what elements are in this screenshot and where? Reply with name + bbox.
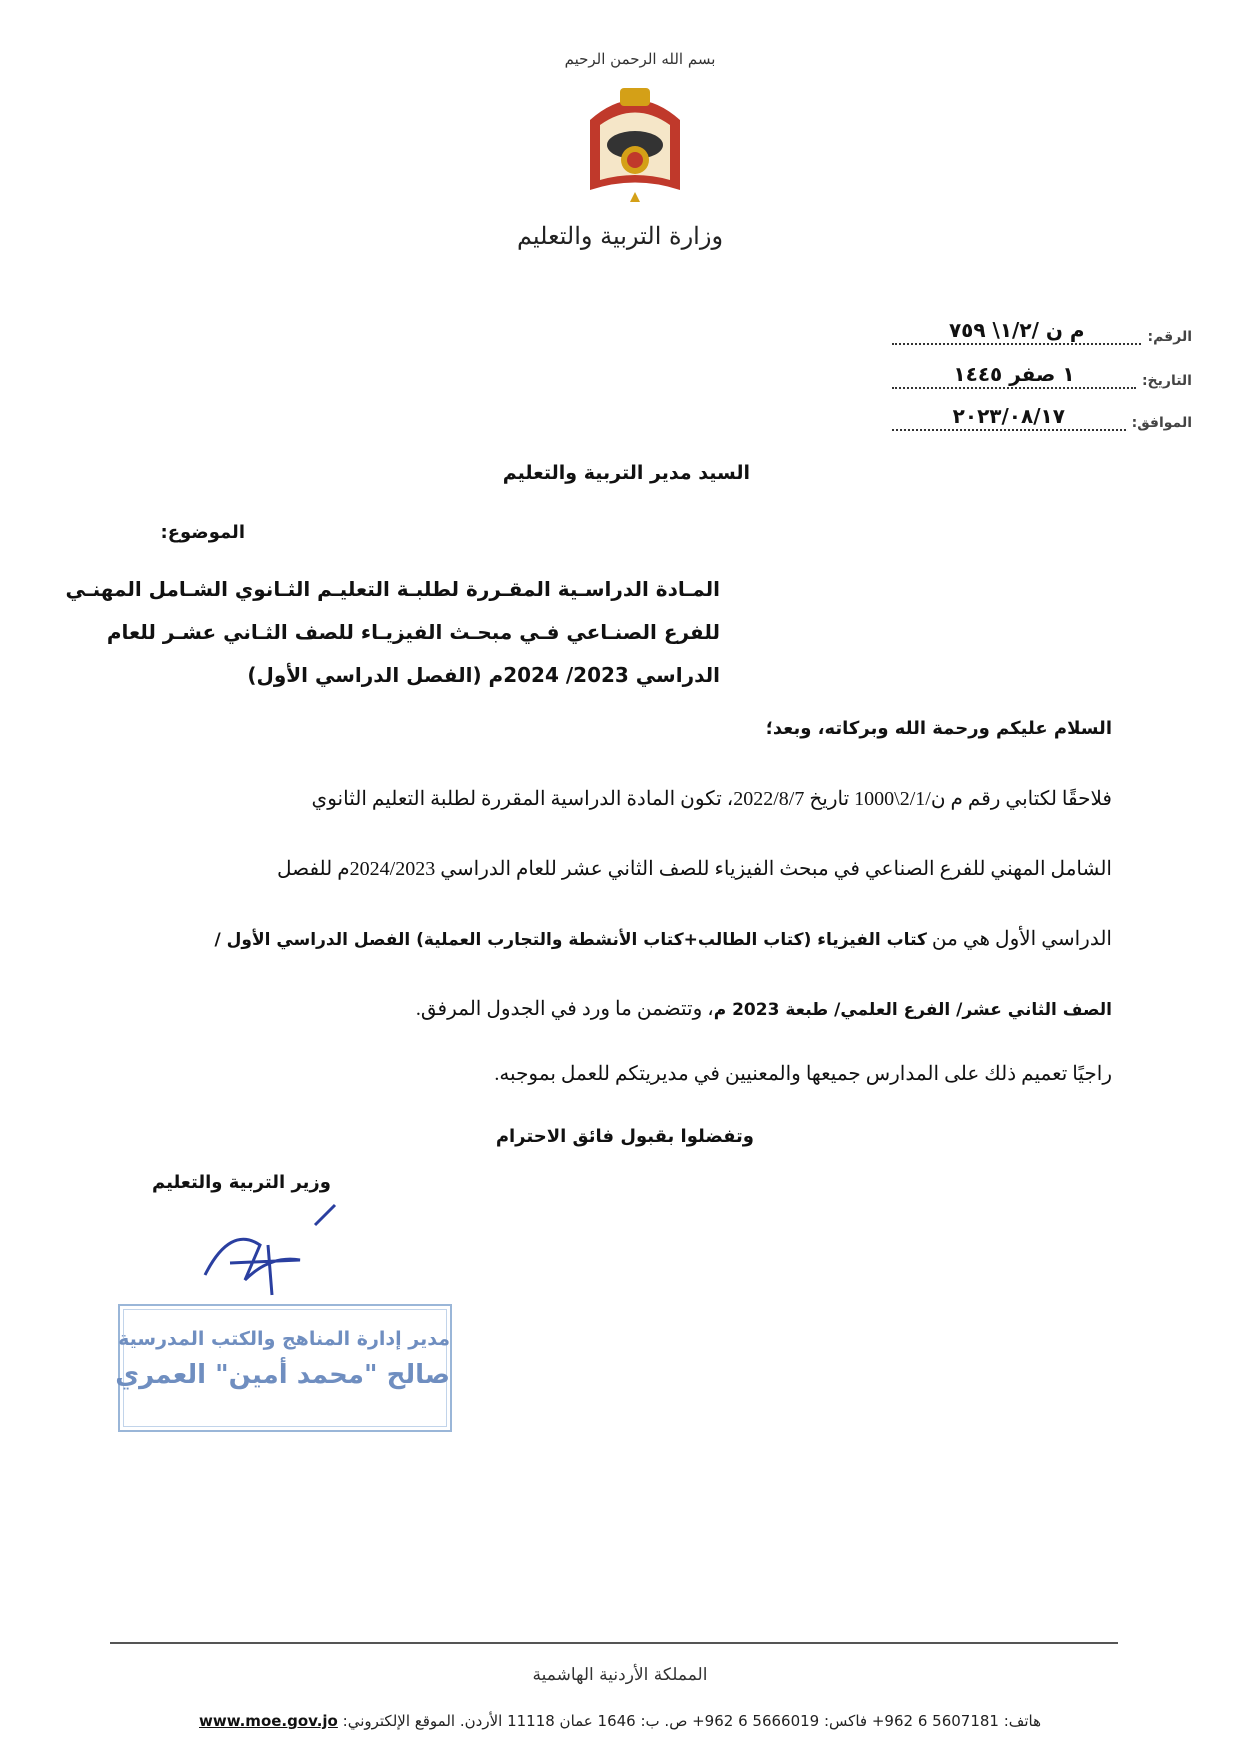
footer-kingdom: المملكة الأردنية الهاشمية (532, 1665, 708, 1685)
coat-of-arms-logo (570, 80, 700, 215)
official-stamp (115, 1304, 452, 1432)
stamp-name: صالح "محمد أمين" العمري (115, 1360, 450, 1390)
subject-line: المـادة الدراسـية المقـررة لطلبـة التعليـم الثـانوي الشـامل المهنـي (65, 577, 720, 601)
contact-details: هاتف: 5607181 6 962+ فاكس: 5666019 6 962+ ص. ب: 1646 عمان 11118 الأردن. الموقع الإلكتروني: (342, 1712, 1041, 1730)
reference-number-value: م ن /١/٢\ ٧٥٩ (892, 318, 1141, 345)
subject-line: الدراسي 2023/ 2024م (الفصل الدراسي الأول) (247, 663, 720, 687)
subject-label: الموضوع: (160, 522, 245, 543)
greeting: السلام عليكم ورحمة الله وبركاته، وبعد؛ (765, 718, 1112, 739)
body-text: ، وتتضمن ما ورد في الجدول المرفق. (415, 998, 714, 1020)
book-title: كتاب الفيزياء (كتاب الطالب+كتاب الأنشطة والتجارب العملية) الفصل الدراسي الأول / (214, 930, 927, 950)
reference-number-label: الرقم: (1147, 329, 1192, 345)
subject-line: للفرع الصنـاعي فـي مبحـث الفيزيـاء للصف الثـاني عشـر للعام (106, 620, 720, 644)
basmala: بسم الله الرحمن الرحيم (564, 50, 716, 68)
gregorian-date-value: ٢٠٢٣/٠٨/١٧ (892, 404, 1126, 431)
reference-number (892, 318, 1192, 345)
signature (190, 1200, 350, 1300)
body-text: الدراسي الأول هي من (931, 928, 1112, 950)
hijri-date (892, 362, 1192, 389)
body-line: الشامل المهني للفرع الصناعي في مبحث الفيزياء للصف الثاني عشر للعام الدراسي 2024/2023م للفصل (276, 858, 1112, 880)
hijri-date-value: ١ صفر ١٤٤٥ (892, 362, 1136, 389)
gregorian-date (892, 404, 1192, 431)
footer-divider (110, 1642, 1118, 1644)
stamp-title: مدير إدارة المناهج والكتب المدرسية (118, 1328, 450, 1350)
footer-contact (0, 1712, 1240, 1730)
body-line (416, 995, 1112, 1024)
body-line: فلاحقًا لكتابي رقم م ن/2/1\1000 تاريخ 2022/8/7، تكون المادة الدراسية المقررة لطلبة التعليم الثانوي (311, 788, 1112, 810)
ministry-name: وزارة التربية والتعليم (516, 222, 724, 250)
addressee: السيد مدير التربية والتعليم (502, 462, 750, 484)
signatory-title: وزير التربية والتعليم (152, 1172, 331, 1193)
grade-edition: الصف الثاني عشر/ الفرع العلمي/ طبعة 2023 م (713, 1000, 1112, 1020)
closing: وتفضلوا بقبول فائق الاحترام (495, 1126, 754, 1147)
body-line (215, 925, 1113, 954)
body-line: راجيًا تعميم ذلك على المدارس جميعها والمعنيين في مديريتكم للعمل بموجبه. (494, 1063, 1112, 1085)
gregorian-date-label: الموافق: (1131, 415, 1192, 431)
hijri-date-label: التاريخ: (1141, 373, 1192, 389)
website-link[interactable]: www.moe.gov.jo (199, 1712, 338, 1730)
